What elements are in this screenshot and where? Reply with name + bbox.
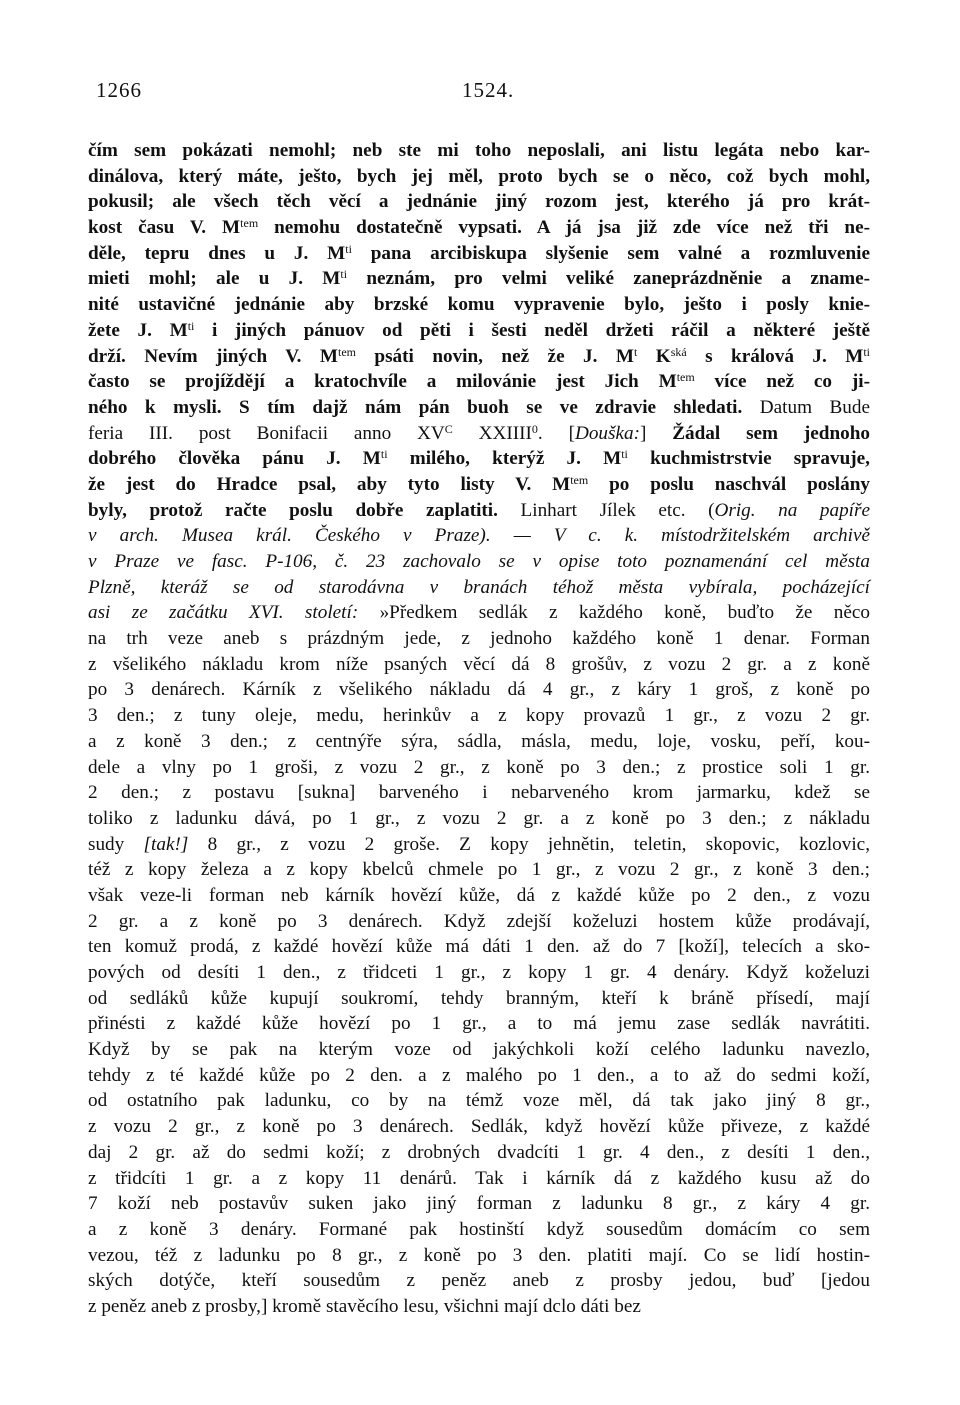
superscript-abbrev: 0 [531, 421, 538, 436]
page-number: 1266 [96, 78, 142, 102]
text-run: na trh veze aneb s prázdným jede, z jednoho každého koně 1 denar. Forman [88, 628, 870, 650]
text-run: od sedláků kůže kupují soukromí, tehdy branným, kteří k bráně přísedí, mají [88, 987, 870, 1009]
superscript-abbrev: tem [676, 370, 695, 385]
text-line [88, 934, 870, 960]
text-line [88, 626, 870, 652]
text-run: žete J. M [88, 319, 188, 341]
text-run: feria III. post Bonifacii anno XV [88, 422, 445, 444]
text-line [88, 1294, 870, 1320]
superscript-abbrev: ti [187, 318, 195, 333]
text-run: . [ [537, 422, 575, 444]
text-run: milého, kterýž J. M [387, 448, 622, 470]
text-run: po poslu naschvál poslány [588, 473, 870, 495]
text-run: z vozu 2 gr., z koně po 3 denárech. Sedlák, když hovězí kůže přiveze, z každé [88, 1116, 870, 1138]
text-line [88, 498, 870, 524]
text-line [88, 395, 870, 421]
superscript-abbrev: C [444, 421, 453, 436]
text-line [88, 164, 870, 190]
text-line [88, 755, 870, 781]
text-line [88, 1140, 870, 1166]
text-line [88, 883, 870, 909]
text-run: Žádal sem jednoho [672, 422, 871, 444]
text-line [88, 652, 870, 678]
text-line [88, 986, 870, 1012]
text-line [88, 215, 870, 241]
text-run: a z koně 3 den.; z centnýře sýra, sádla, másla, medu, loje, vosku, peří, kou- [88, 730, 870, 752]
text-run: mieti mohl; ale u J. M [88, 268, 341, 290]
text-run: pana arcibiskupa slyšenie sem valné a rozmluvenie [351, 242, 870, 264]
superscript-abbrev: tem [240, 216, 259, 231]
text-run: Orig. na papíře [714, 499, 870, 521]
superscript-abbrev: tem [337, 344, 356, 359]
text-line [88, 600, 870, 626]
text-run: v arch. Musea král. Českého v Praze). — V c. k. místodržitelském archivě [88, 525, 870, 547]
body-text [88, 138, 870, 1320]
text-run: dobrého člověka pánu J. M [88, 448, 381, 470]
text-line [88, 780, 870, 806]
superscript-abbrev: ti [380, 447, 388, 462]
text-run: pokusil; ale všech těch věcí a jednánie jiný rozom jest, kterého já pro krát- [88, 191, 870, 213]
superscript-abbrev: ti [345, 241, 352, 256]
text-run: psáti novin, než že J. M [355, 345, 634, 367]
text-run: čím sem pokázati nemohl; neb ste mi toho neposlali, ani listu legáta nebo kar- [88, 140, 870, 161]
text-run: Když by se pak na kterým voze od jakýchkoli koží celého ladunku navezlo, [88, 1039, 870, 1061]
text-run: však veze-li forman neb kárník hovězí kůže, dá z každé kůže po 2 den., z vozu [88, 884, 870, 906]
text-line [88, 266, 870, 292]
text-run: z všelikého nákladu krom níže psaných věcí dá 8 grošův, z vozu 2 gr. a z koně [88, 653, 870, 675]
text-run: ného k mysli. S tím dajž nám pán buoh se ve zdravie shledati. [88, 396, 760, 418]
running-header-year: 1524. [462, 78, 515, 102]
text-run: Linhart Jílek etc. ( [520, 499, 715, 521]
text-run: K [637, 345, 671, 367]
text-line [88, 703, 870, 729]
text-run: XXIIII [452, 422, 532, 444]
text-run: děle, tepru dnes u J. M [88, 242, 346, 264]
text-line [88, 575, 870, 601]
text-run: nemohu dostatečně vypsati. A já jsa již zde více než tři ne- [258, 217, 870, 239]
text-line [88, 832, 870, 858]
text-run: vezou, též z ladunku po 8 gr., z koně po 3 den. platiti mají. Co se lidí hostin- [88, 1244, 870, 1266]
text-run: 3 den.; z tuny oleje, medu, herinkův a z kopy provazů 1 gr., z vozu 2 gr. [88, 705, 870, 727]
text-line [88, 729, 870, 755]
text-line [88, 960, 870, 986]
text-line [88, 1011, 870, 1037]
text-run: byly, protož račte poslu dobře zaplatiti. [88, 499, 521, 521]
text-run: přinésti z každé kůže hovězí po 1 gr., a to má jemu zase sedlák navrátiti. [88, 1013, 870, 1035]
text-run: z třidcíti 1 gr. a z kopy 11 denárů. Tak i kárník dá z každého kusu až do [88, 1167, 870, 1189]
text-run: »Předkem sedlák z každého koně, buďto že něco [358, 602, 871, 624]
text-line [88, 292, 870, 318]
text-run: daj 2 gr. až do sedmi koží; z drobných dvadcíti 1 gr. 4 den., z desíti 1 den., [88, 1141, 870, 1163]
text-line [88, 1114, 870, 1140]
text-run: drží. Nevím jiných V. M [88, 345, 338, 367]
text-run: Plzně, kteráž se od starodávna v branách téhož města vybírala, pocházející [88, 576, 870, 598]
text-line [88, 1191, 870, 1217]
superscript-abbrev: ti [621, 447, 628, 462]
text-run: kuchmistrstvie spravuje, [627, 448, 870, 470]
text-run: z peněz aneb z prosby,] kromě stavěcího lesu, všichni mají dclo dáti bez [88, 1295, 641, 1317]
text-line [88, 1268, 870, 1294]
text-run: často se projíždějí a kratochvíle a milovánie jest Jich M [88, 371, 677, 393]
text-line [88, 369, 870, 395]
text-run: více než co ji- [694, 371, 870, 393]
text-line [88, 806, 870, 832]
text-run: po 3 denárech. Kárník z všelikého nákladu dá 4 gr., z káry 1 groš, z koně po [88, 679, 870, 701]
text-line [88, 472, 870, 498]
text-run: i jiných pánuov od pěti i šesti neděl držeti ráčil a některé ještě [194, 319, 870, 341]
text-run: nité ustavičné jednánie aby brzské komu vypravenie bylo, ješto i posly knie- [88, 294, 870, 316]
text-run: v Praze ve fasc. P-106, č. 23 zachovalo se v opise toto poznamenání cel města [88, 551, 870, 572]
superscript-abbrev: ti [863, 344, 870, 359]
text-run: [tak!] [143, 833, 189, 855]
text-run: tehdy z té každé kůže po 2 den. a z malého po 1 den., a to až do sedmi koží, [88, 1064, 870, 1086]
text-run: Douška: [574, 422, 640, 444]
text-line [88, 446, 870, 472]
superscript-abbrev: ská [670, 344, 687, 359]
text-line [88, 138, 870, 164]
text-run: 2 den.; z postavu [sukna] barveného i nebarveného krom jarmarku, kdež se [88, 782, 870, 804]
text-run: sudy [88, 833, 144, 855]
superscript-abbrev: tem [570, 472, 589, 487]
text-line [88, 1063, 870, 1089]
text-run: a z koně 3 denáry. Formané pak hostinští když sousedům domácím co sem [88, 1218, 870, 1240]
text-line [88, 1217, 870, 1243]
text-line [88, 344, 870, 370]
text-run: pových od desíti 1 den., z třidceti 1 gr., z kopy 1 gr. 4 denáry. Když koželuzi [88, 962, 870, 983]
text-run: od ostatního pak ladunku, co by na témž voze měl, dá tak jako jiný 8 gr., [88, 1090, 870, 1112]
text-line [88, 1088, 870, 1114]
text-run: též z kopy železa a z kopy kbelců chmele po 1 gr., z vozu 2 gr., z koně 3 den.; [88, 859, 870, 881]
text-line [88, 523, 870, 549]
text-line [88, 1243, 870, 1269]
text-line [88, 909, 870, 935]
text-run: Datum Bude [759, 396, 870, 418]
text-line [88, 318, 870, 344]
superscript-abbrev: t [633, 344, 638, 359]
text-run: kost času V. M [88, 217, 241, 239]
text-run: ] [639, 422, 673, 444]
text-line [88, 677, 870, 703]
text-run: s králová J. M [686, 345, 864, 367]
text-run: 7 koží neb postavův suken jako jiný forman z ladunku 8 gr., z káry 4 gr. [88, 1193, 870, 1215]
text-line [88, 857, 870, 883]
text-line [88, 1037, 870, 1063]
text-run: ten komuž prodá, z každé hovězí kůže má dáti 1 den. až do 7 [koží], telecích a sko- [88, 936, 870, 958]
text-run: asi ze začátku XVI. století: [88, 602, 359, 624]
text-line [88, 241, 870, 267]
text-run: 2 gr. a z koně po 3 denárech. Když zdejší koželuzi hostem kůže prodávají, [88, 910, 870, 932]
text-run: dele a vlny po 1 groši, z vozu 2 gr., z koně po 3 den.; z prostice soli 1 gr. [88, 756, 870, 778]
text-run: toliko z ladunku dává, po 1 gr., z vozu 2 gr. a z koně po 3 den.; z nákladu [88, 807, 870, 829]
superscript-abbrev: ti [340, 267, 348, 282]
text-line [88, 421, 870, 447]
text-line [88, 1166, 870, 1192]
text-line [88, 549, 870, 575]
text-run: dinálova, který máte, ješto, bych jej měl, proto bych se o něco, což bych mohl, [88, 165, 870, 187]
text-run: neznám, pro velmi veliké zaneprázdněnie a zname- [347, 268, 870, 290]
text-run: 8 gr., z vozu 2 groše. Z kopy jehnětin, teletin, skopovic, kozlovic, [188, 833, 870, 855]
text-line [88, 189, 870, 215]
text-run: že jest do Hradce psal, aby tyto listy V. M [88, 473, 571, 495]
text-run: ských dotýče, kteří sousedům z peněz aneb z prosby jedou, buď [jedou [88, 1270, 870, 1292]
